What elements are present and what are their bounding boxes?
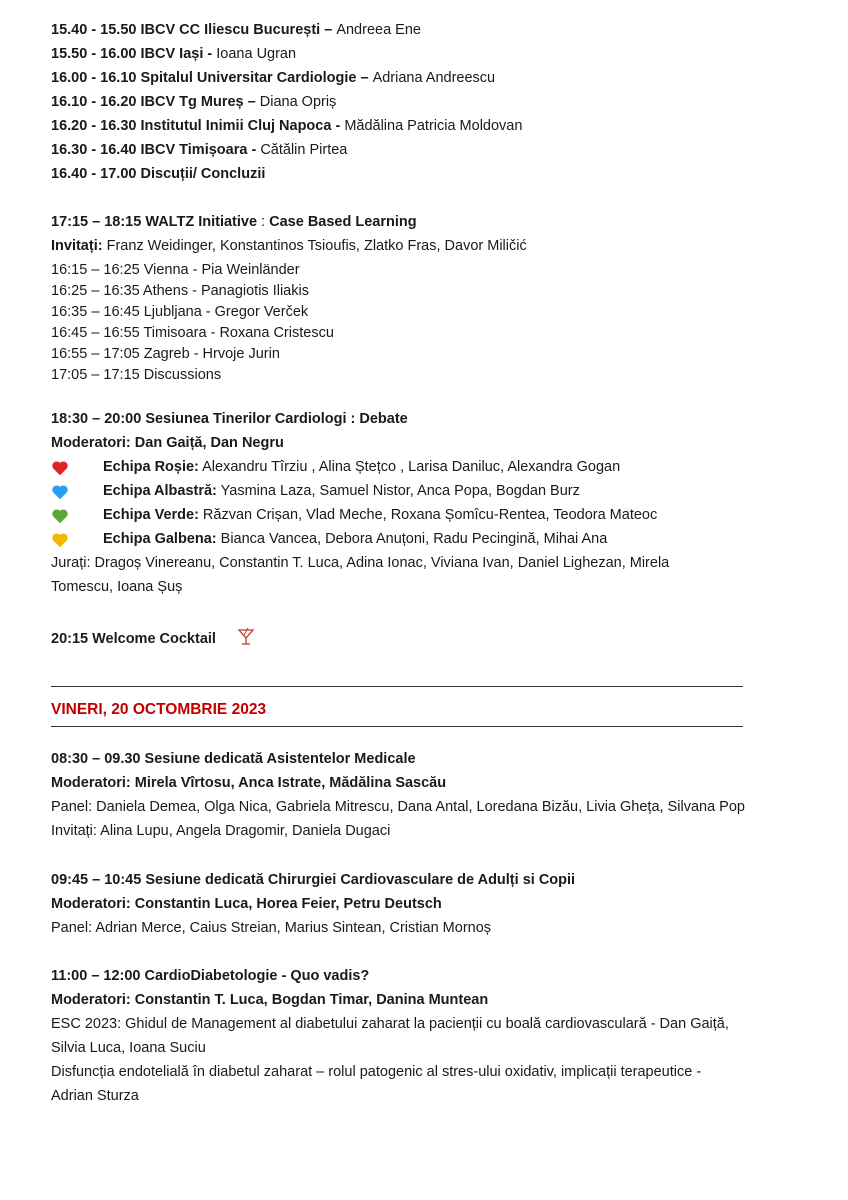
schedule-row: 15.40 - 15.50 IBCV CC Iliescu București – Andreea Ene [51,22,421,38]
schedule-row: 16.10 - 16.20 IBCV Tg Mureș – Diana Opriș [51,94,337,110]
jury-line: Tomescu, Ioana Șuș [51,579,183,595]
schedule-row: 15.50 - 16.00 IBCV Iași - Ioana Ugran [51,46,297,62]
waltz-title: 17:15 – 18:15 WALTZ Initiative : Case Based Learning [51,214,417,230]
waltz-item: 16:15 – 16:25 Vienna - Pia Weinländer [51,262,300,278]
diabetes-title: 11:00 – 12:00 CardioDiabetologie - Quo vadis? [51,968,370,984]
divider [51,686,743,687]
yellow-heart-icon [51,532,69,548]
team-row: Echipa Galbena: Bianca Vancea, Debora Anuțoni, Radu Pecingină, Mihai Ana [103,531,608,547]
blue-heart-icon [51,484,69,500]
heart-shape [52,509,67,523]
schedule-row: 16.30 - 16.40 IBCV Timișoara - Cătălin Pirtea [51,142,348,158]
diabetes-talk: Adrian Sturza [51,1088,139,1104]
team-row: Echipa Albastră: Yasmina Laza, Samuel Nistor, Anca Popa, Bogdan Burz [103,483,580,499]
cocktail-glass-icon [236,627,256,647]
heart-shape [52,461,67,475]
glass-straw [244,628,248,635]
day-heading: VINERI, 20 OCTOMBRIE 2023 [51,701,267,718]
surgery-title: 09:45 – 10:45 Sesiune dedicată Chirurgiei Cardiovasculare de Adulți si Copii [51,872,576,888]
nurses-invited: Invitați: Alina Lupu, Angela Dragomir, Daniela Dugaci [51,823,391,839]
green-heart-icon [51,508,69,524]
red-heart-icon [51,460,69,476]
schedule-row: 16.00 - 16.10 Spitalul Universitar Cardiologie – Adriana Andreescu [51,70,496,86]
diabetes-talk: ESC 2023: Ghidul de Management al diabetului zaharat la pacienții cu boală cardiovasculară - Dan Gaiță, [51,1016,729,1032]
waltz-item: 16:25 – 16:35 Athens - Panagiotis Iliakis [51,283,309,299]
jury-line: Jurați: Dragoș Vinereanu, Constantin T. Luca, Adina Ionac, Viviana Ivan, Daniel Lighezan, Mirela [51,555,670,571]
schedule-row: 16.40 - 17.00 Discuții/ Concluzii [51,166,266,182]
waltz-item: 16:55 – 17:05 Zagreb - Hrvoje Jurin [51,346,280,362]
waltz-item: 17:05 – 17:15 Discussions [51,367,222,383]
surgery-moderators: Moderatori: Constantin Luca, Horea Feier, Petru Deutsch [51,896,442,912]
waltz-invited: Invitați: Franz Weidinger, Konstantinos Tsioufis, Zlatko Fras, Davor Miličić [51,238,527,254]
heart-shape [52,533,67,547]
divider [51,726,743,727]
surgery-panel: Panel: Adrian Merce, Caius Streian, Marius Sintean, Cristian Mornoș [51,920,492,936]
diabetes-moderators: Moderatori: Constantin T. Luca, Bogdan Timar, Danina Muntean [51,992,489,1008]
cocktail-row: 20:15 Welcome Cocktail [51,627,256,649]
diabetes-talk: Disfuncția endotelială în diabetul zaharat – rolul patogenic al stres-ului oxidativ, implicații terapeutice - [51,1064,702,1080]
nurses-title: 08:30 – 09.30 Sesiune dedicată Asistentelor Medicale [51,751,416,767]
nurses-moderators: Moderatori: Mirela Vîrtosu, Anca Istrate, Mădălina Sascău [51,775,447,791]
nurses-panel: Panel: Daniela Demea, Olga Nica, Gabriela Mitrescu, Dana Antal, Loredana Bizău, Livia Gheța, Silvana Pop [51,799,745,815]
diabetes-talk: Silvia Luca, Ioana Suciu [51,1040,206,1056]
debate-moderators: Moderatori: Dan Gaiță, Dan Negru [51,435,284,451]
team-row: Echipa Roșie: Alexandru Tîrziu , Alina Ștețco , Larisa Daniluc, Alexandra Gogan [103,459,621,475]
heart-shape [52,485,67,499]
schedule-row: 16.20 - 16.30 Institutul Inimii Cluj Napoca - Mădălina Patricia Moldovan [51,118,523,134]
waltz-item: 16:45 – 16:55 Timisoara - Roxana Cristescu [51,325,334,341]
team-row: Echipa Verde: Răzvan Crișan, Vlad Meche, Roxana Șomîcu-Rentea, Teodora Mateoc [103,507,658,523]
waltz-item: 16:35 – 16:45 Ljubljana - Gregor Verček [51,304,309,320]
debate-title: 18:30 – 20:00 Sesiunea Tinerilor Cardiologi : Debate [51,411,408,427]
